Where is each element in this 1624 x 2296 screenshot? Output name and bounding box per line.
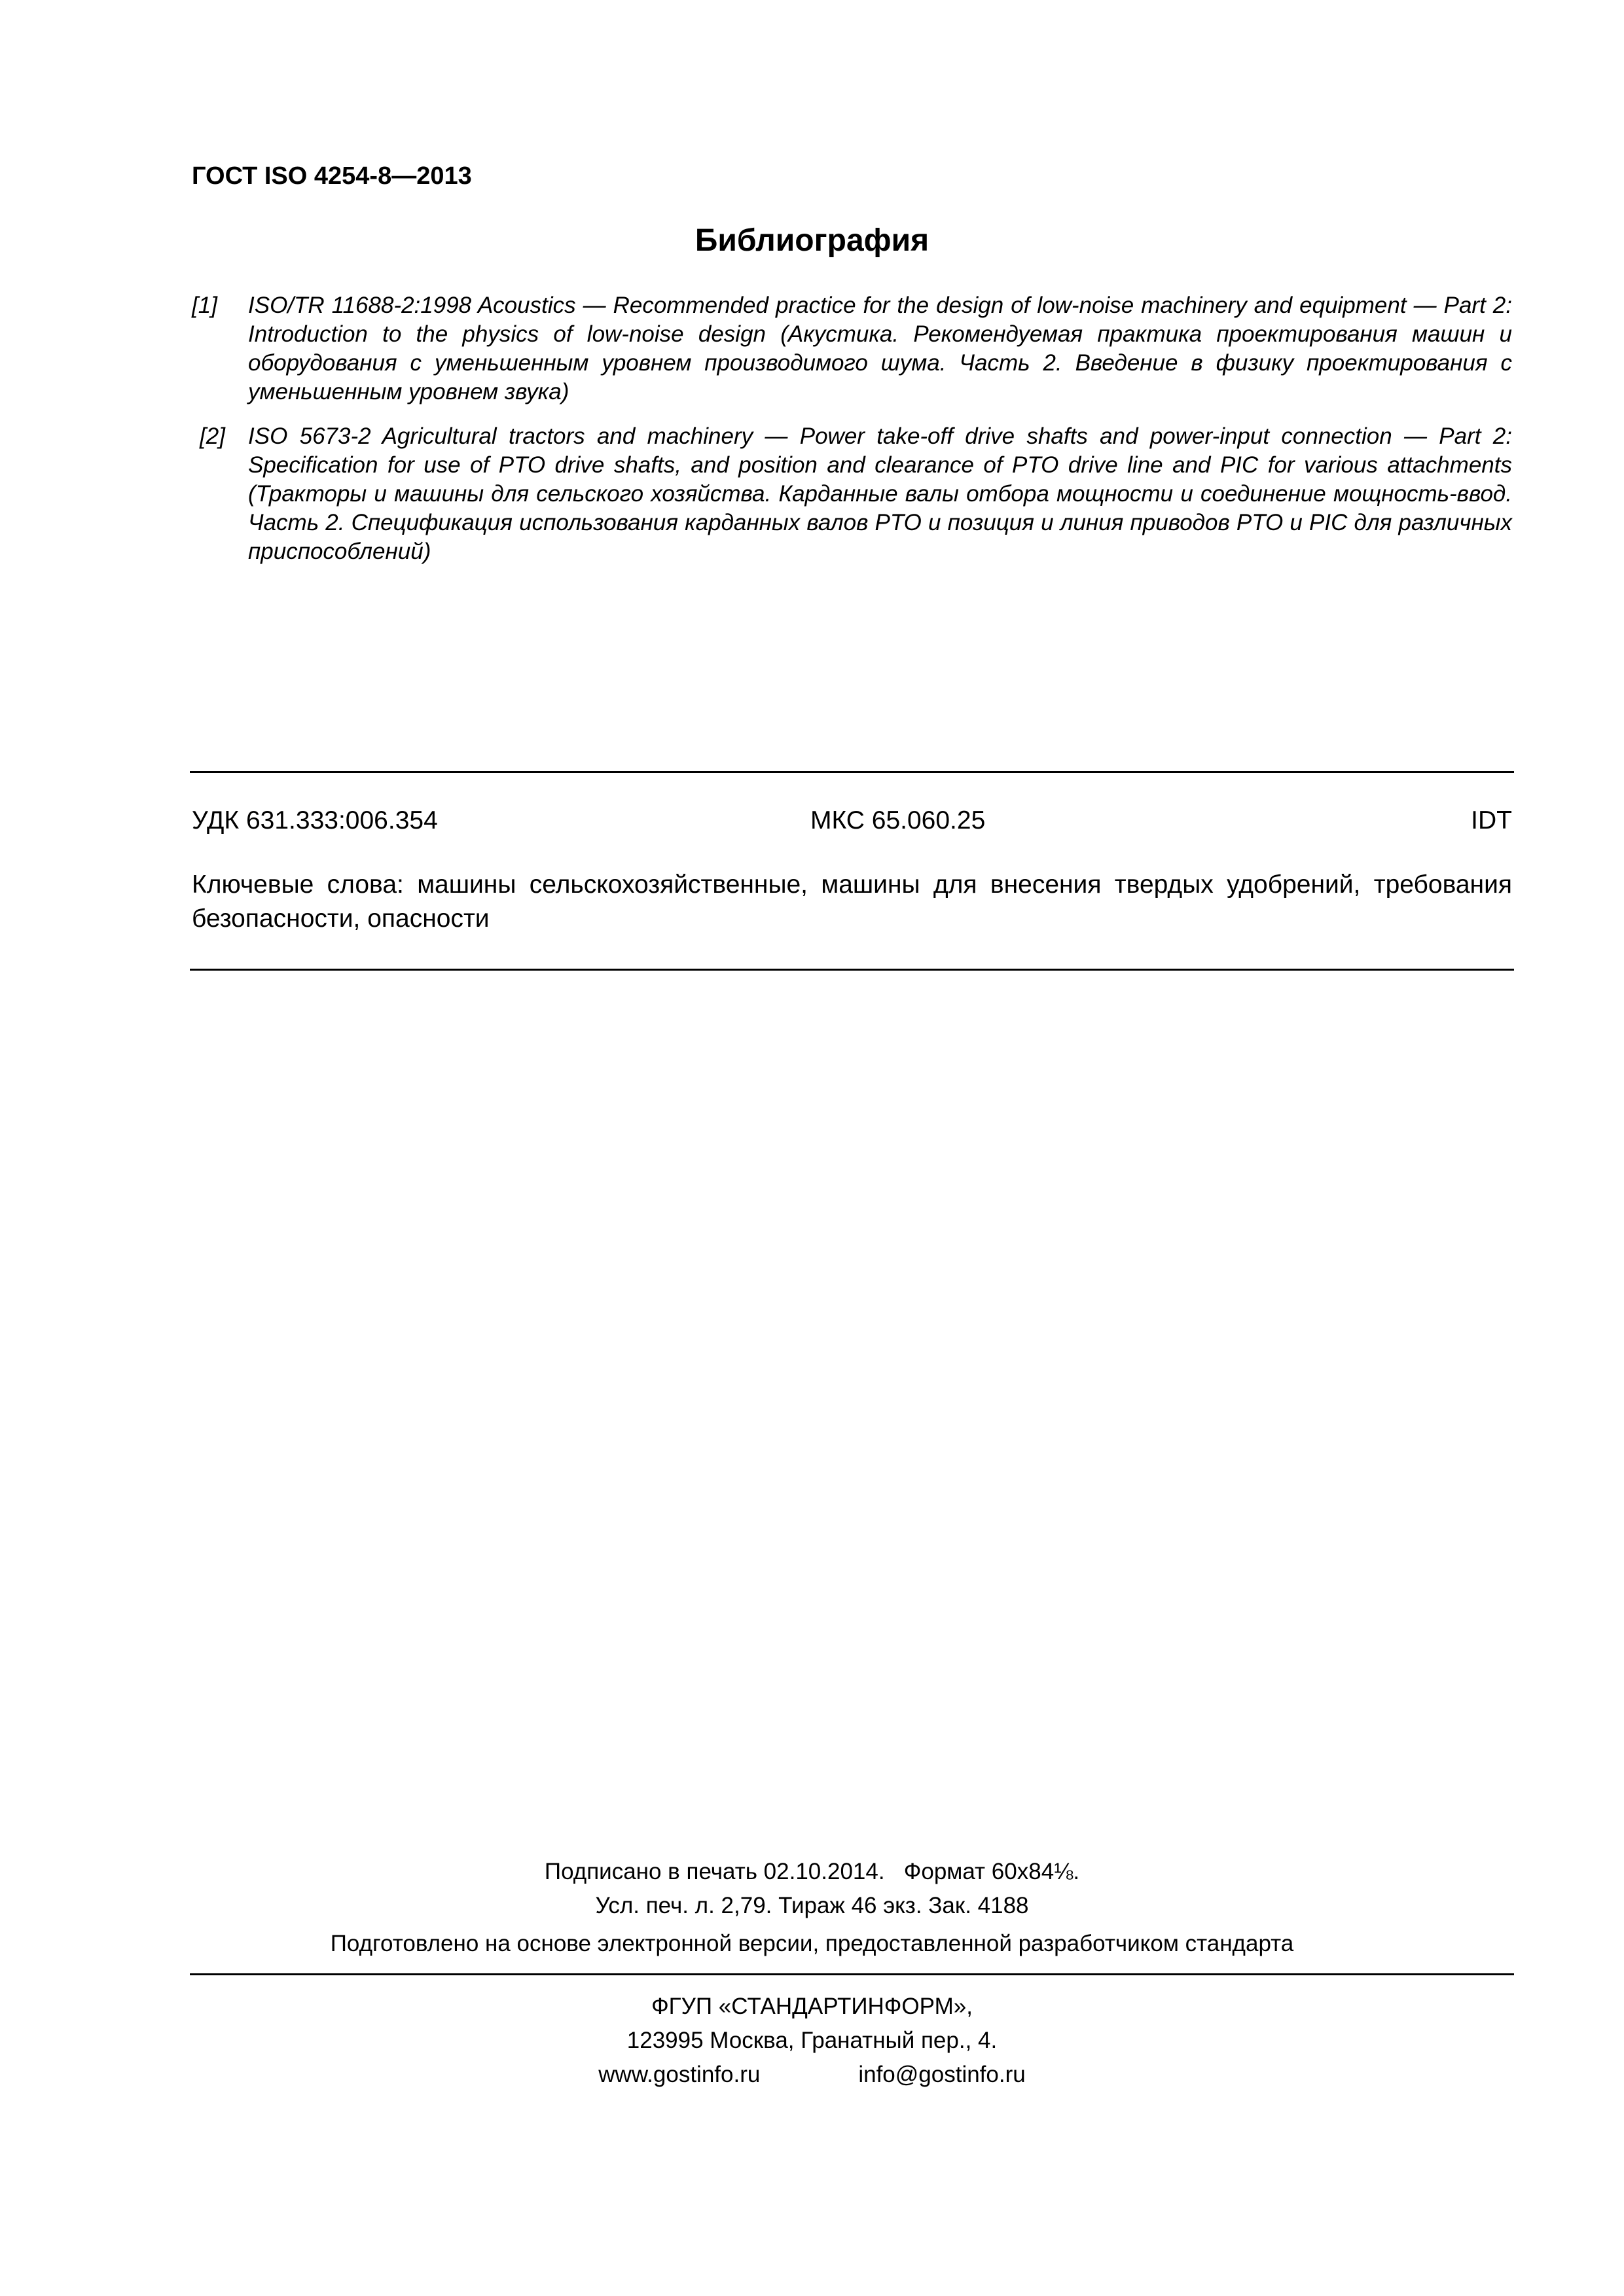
email-link[interactable]: info@gostinfo.ru (858, 2062, 1026, 2087)
website-link[interactable]: www.gostinfo.ru (598, 2062, 761, 2087)
bibliography-item-text: ISO 5673-2 Agricultural tractors and machinery — Power take-off drive shafts and power-input connection — Part 2: Specification for use of PTO drive shafts, and position and clearance of PTO drive line and PIC for various attachments (Тракторы и машины для сельского хозяйства. Карданные валы отбора мощности и соединение мощность-ввод. Часть 2. Спецификация использования карданных валов PTO и позиция и линия приводов PTO и PIC для различных приспособлений) (248, 423, 1512, 564)
bibliography-item (192, 291, 1512, 406)
bibliography-title: Библиография (695, 223, 929, 258)
bibliography-list (192, 291, 1512, 582)
prepared-note: Подготовлено на основе электронной версии, предоставленной разработчиком стандарта (330, 1931, 1294, 1956)
bibliography-item-text: ISO/TR 11688-2:1998 Acoustics — Recommended practice for the design of low-noise machinery and equipment — Part 2: Introduction to the physics of low-noise design (Акустика. Рекомендуемая практика проектирования машин и оборудования с уменьшенным уровнем производимого шума. Часть 2. Введение в физику проектирования с уменьшенным уровнем звука) (248, 293, 1512, 404)
publisher-block (0, 1990, 1624, 2092)
idt-marker: IDT (1471, 806, 1512, 834)
bibliography-item-number: [1] (192, 293, 217, 318)
mks-code: МКС 65.060.25 (810, 806, 986, 834)
divider-bottom (190, 1973, 1514, 1975)
bibliography-item (192, 422, 1512, 566)
print-signed-line: Подписано в печать 02.10.2014. Формат 60x84⅛. (544, 1859, 1080, 1884)
divider-top (190, 771, 1514, 773)
divider-middle (190, 969, 1514, 971)
publisher-address: 123995 Москва, Гранатный пер., 4. (626, 2028, 998, 2053)
print-details (0, 1855, 1624, 1923)
udk-code: УДК 631.333:006.354 (192, 806, 438, 834)
bibliography-item-number: [2] (200, 423, 225, 449)
print-run-line: Усл. печ. л. 2,79. Тираж 46 экз. Зак. 4188 (595, 1893, 1029, 1918)
publisher-contacts (0, 2058, 1624, 2092)
document-code: ГОСТ ISO 4254-8—2013 (192, 162, 472, 190)
keywords-text: Ключевые слова: машины сельскохозяйственные, машины для внесения твердых удобрений, требования безопасности, опасности (192, 870, 1512, 933)
publisher-name: ФГУП «СТАНДАРТИНФОРМ», (651, 1994, 973, 2019)
